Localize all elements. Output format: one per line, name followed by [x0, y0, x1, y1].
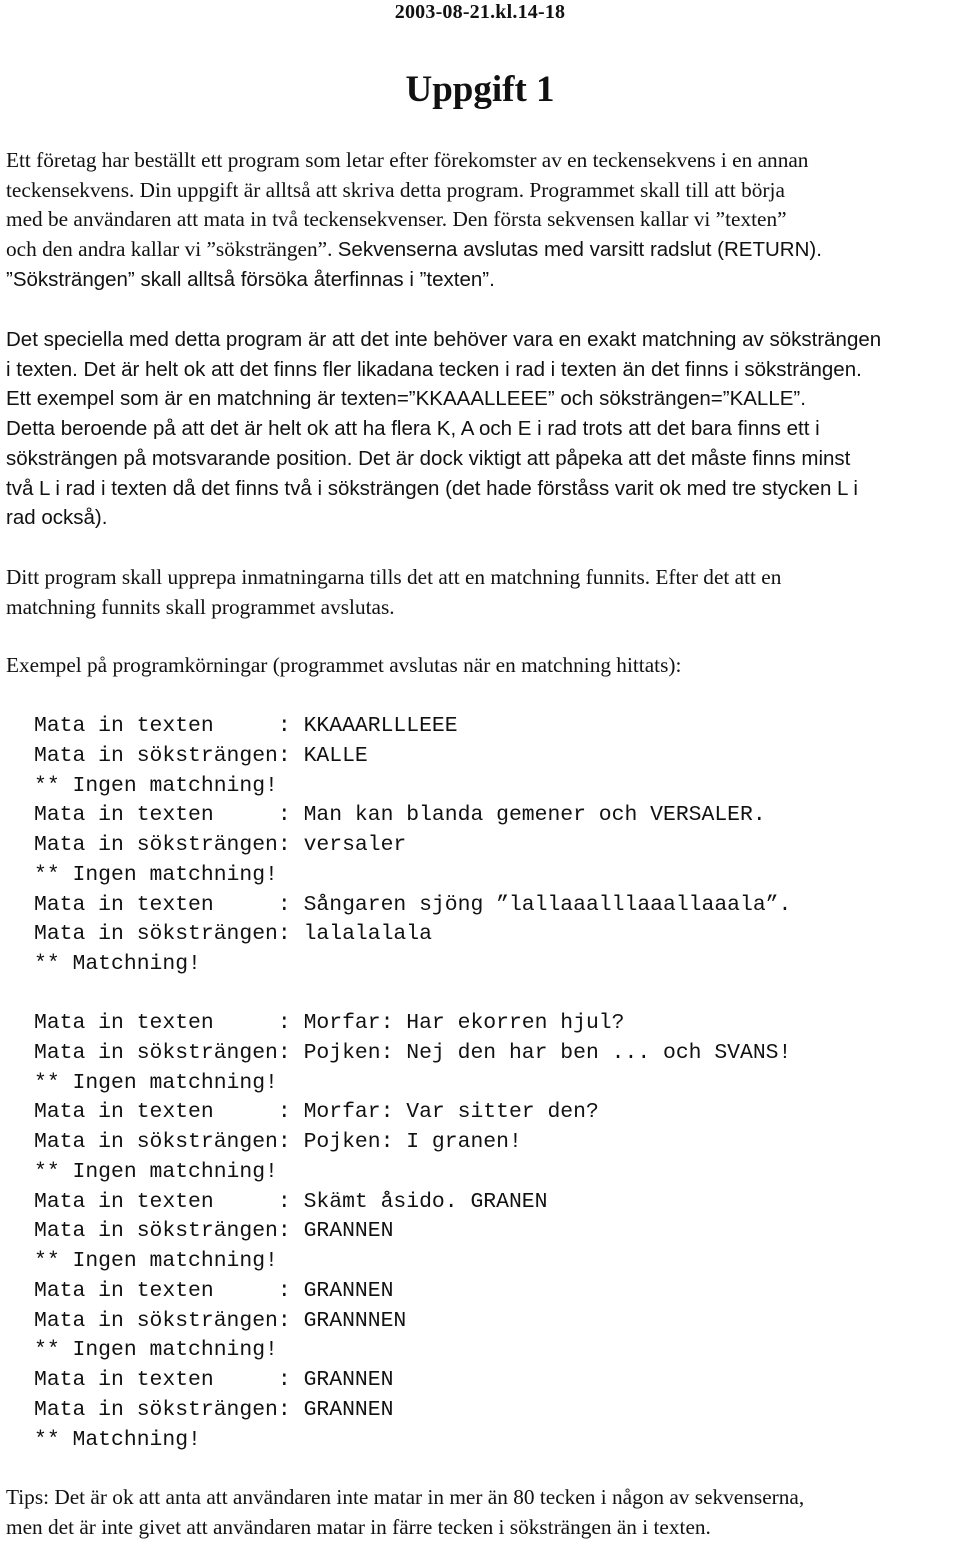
console-line: ** Ingen matchning! [34, 862, 278, 887]
repeat-line: matchning funnits skall programmet avslutas. [6, 594, 395, 619]
special-line: rad också). [6, 506, 108, 530]
intro-line: teckensekvens. Din uppgift är alltså att skriva detta program. Programmet skall till att börja [6, 177, 785, 202]
special-line: Detta beroende på att det är helt ok att ha flera K, A och E i rad trots att det bara finns ett i [6, 417, 820, 441]
console-line: Mata in söksträngen: versaler [34, 833, 407, 857]
examples-intro [6, 651, 958, 681]
tips-line: Tips: Det är ok att anta att användaren inte matar in mer än 80 tecken i någon av sekvenserna, [6, 1485, 805, 1509]
special-paragraph [6, 325, 958, 533]
console-line: ** Ingen matchning! [34, 1159, 278, 1184]
intro-line: ”Söksträngen” skall alltså försöka återfinnas i ”texten”. [6, 267, 495, 291]
intro-line: med be användaren att mata in två teckensekvenser. Den första sekvensen kallar vi ”texten” [6, 207, 787, 232]
console-line: Mata in söksträngen: GRANNEN [34, 1219, 394, 1244]
console-line: Mata in söksträngen: Pojken: I granen! [34, 1130, 522, 1154]
intro-line [6, 235, 958, 265]
console-line: Mata in söksträngen: lalalalala [34, 922, 432, 947]
console-line: Mata in texten : Skämt åsido. GRANEN [34, 1189, 548, 1214]
intro-paragraph [6, 146, 958, 295]
special-line: Det speciella med detta program är att det inte behöver vara en exakt matchning av söksträngen [6, 328, 882, 351]
special-line: i texten. Det är helt ok att det finns fler likadana tecken i rad i texten än det finns i söksträngen. [6, 357, 862, 381]
example-run-1 [34, 712, 954, 980]
console-line: Mata in texten : Man kan blanda gemener och VERSALER. [34, 803, 766, 828]
tips-line: men det är inte givet att användaren matar in färre tecken i söksträngen än i texten. [6, 1514, 711, 1539]
console-line: Mata in texten : Morfar: Har ekorren hjul? [34, 1011, 625, 1035]
special-line: två L i rad i texten då det finns två i söksträngen (det hade förståss varit ok med tre stycken L i [6, 476, 858, 500]
intro-line: Ett företag har beställt ett program som letar efter förekomster av en teckensekvens i en annan [6, 148, 809, 172]
console-line: ** Matchning! [34, 1427, 201, 1452]
examples-intro-text: Exempel på programkörningar (programmet avslutas när en matchning hittats): [6, 653, 682, 677]
console-line: Mata in texten : KKAAARLLLEEE [34, 714, 458, 738]
console-line: Mata in söksträngen: KALLE [34, 743, 368, 768]
intro-line-part: och den andra kallar vi ”söksträngen”. [6, 237, 338, 262]
repeat-line: Ditt program skall upprepa inmatningarna tills det att en matchning funnits. Efter det att en [6, 565, 782, 589]
example-run-2 [34, 1009, 954, 1455]
console-line: ** Ingen matchning! [34, 1338, 278, 1363]
console-line: ** Ingen matchning! [34, 1070, 278, 1095]
repeat-paragraph [6, 563, 958, 622]
console-line: Mata in texten : Morfar: Var sitter den? [34, 1100, 599, 1125]
exam-date-code: 2003-08-21.kl.14-18 [394, 1, 566, 23]
console-line: Mata in söksträngen: Pojken: Nej den har ben ... och SVANS! [34, 1040, 792, 1065]
console-line: ** Ingen matchning! [34, 1249, 278, 1273]
console-line: Mata in texten : Sångaren sjöng ”lallaaalllaaallaaala”. [34, 892, 792, 917]
special-line: söksträngen på motsvarande position. Det är dock viktigt att påpeka att det måste finns minst [6, 446, 851, 470]
tips-paragraph [6, 1483, 958, 1542]
intro-line-part-sans: Sekvenserna avslutas med varsitt radslut (RETURN). [337, 238, 822, 262]
console-line: Mata in söksträngen: GRANNNEN [34, 1308, 407, 1333]
console-line: Mata in texten : GRANNEN [34, 1368, 394, 1392]
special-line: Ett exempel som är en matchning är texten=”KKAAALLEEE” och söksträngen=”KALLE”. [6, 387, 806, 411]
console-line: ** Matchning! [34, 952, 201, 976]
console-line: ** Ingen matchning! [34, 773, 278, 798]
console-line: Mata in texten : GRANNEN [34, 1278, 394, 1303]
page-title: Uppgift 1 [405, 69, 555, 110]
console-line: Mata in söksträngen: GRANNEN [34, 1397, 394, 1422]
